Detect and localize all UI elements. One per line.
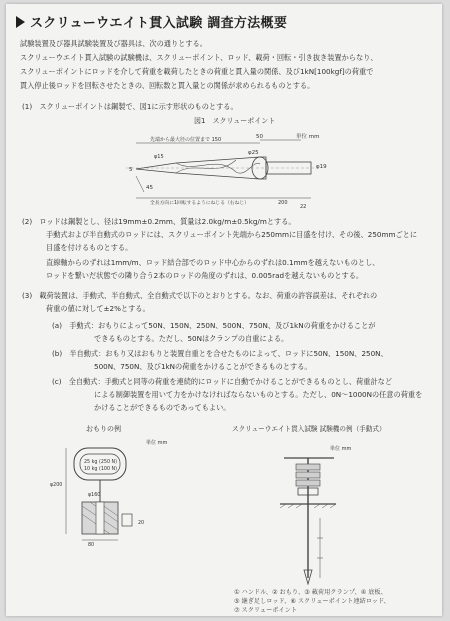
intro-line-3: スクリューポイントにロッドを介して荷重を載荷したときの荷重と貫入量の関係、及び1kN[100kgf]の荷重で bbox=[20, 67, 374, 76]
fig-weight-title: おもりの例 bbox=[86, 425, 121, 433]
fig1-caption: 全長方向に1回転するようにねじる（右ねじ） bbox=[150, 201, 249, 206]
fig1-forty-five: 45 bbox=[146, 185, 153, 191]
intro-line-4: 貫入停止後ロッドを回転させたときの、回転数と貫入量との関係が求められるものとする。 bbox=[20, 81, 315, 90]
subitem-a-line-1: (a) 手動式：おもりによって50N、150N、250N、500N、750N、及び1kNの荷重をかけることが bbox=[52, 321, 376, 330]
intro-line-1: 試験装置及び器具試験装置及び器具は、次の通りとする。 bbox=[20, 39, 207, 48]
apparatus-legend-1: ① ハンドル、② おもり、③ 載荷用クランプ、④ 底板、 bbox=[234, 589, 387, 596]
page-title-text: スクリューウエイト貫入試験 調査方法概要 bbox=[30, 16, 288, 31]
intro-line-2: スクリューウエイト貫入試験の試験機は、スクリューポイント、ロッド、載荷・回転・引き抜き装置からなり、 bbox=[20, 53, 378, 62]
fig-weight-label-10: 10 kg (100 N) bbox=[84, 467, 117, 472]
item-2-line-5: ロッドを繋いだ状態での隣り合う2本のロッドの角度のずれは、0.005radを越えないものとする。 bbox=[46, 271, 364, 280]
fig1-len50: 50 bbox=[256, 134, 263, 140]
item-2-line-4: 直線軸からのずれは1mm/m、ロッド結合部でのロッド中心からのずれは0.1mmを越えないものとし、 bbox=[46, 258, 380, 267]
fig1-len200: 200 bbox=[278, 200, 288, 206]
fig1-title: 図1 スクリューポイント bbox=[194, 117, 276, 125]
item-2-line-3: 目盛を付けるものとする。 bbox=[46, 243, 133, 252]
fig-weight-dim-160: φ160 bbox=[88, 493, 101, 498]
item-1: (1) スクリューポイントは鋼製で、図1に示す形状のものとする。 bbox=[22, 102, 238, 111]
item-3-line-2: 荷重の値に対して±2%とする。 bbox=[46, 304, 150, 313]
triangle-bullet-icon bbox=[16, 16, 25, 28]
fig1-five: 5 bbox=[129, 167, 133, 173]
weight-figure bbox=[36, 436, 186, 566]
subitem-c-line-1: (c) 全自動式：手動式と同等の荷重を連続的にロッドに自動でかけることができるものとし、荷重計など bbox=[52, 377, 393, 386]
page-title bbox=[16, 12, 287, 31]
item-3-line-1: (3) 載荷装置は、手動式、半自動式、全自動式で以下のとおりとする。なお、荷重の許容誤差は、それぞれの bbox=[22, 291, 378, 300]
document-sheet bbox=[6, 4, 442, 616]
fig1-unit: 単位 mm bbox=[296, 134, 320, 140]
apparatus-legend-3: ⑦ スクリューポイント bbox=[234, 607, 298, 614]
screw-point-figure bbox=[116, 114, 356, 208]
fig-apparatus-unit: 単位 mm bbox=[330, 446, 352, 452]
subitem-c-line-3: かけることができるものであってもよい。 bbox=[94, 403, 231, 412]
item-2-line-1: (2) ロッドは鋼製とし、径は19mm±0.2mm、質量は2.0kg/m±0.5kg/mとする。 bbox=[22, 217, 296, 226]
fig-weight-label-25: 25 kg (250 N) bbox=[84, 460, 117, 465]
fig1-phi19: φ19 bbox=[316, 164, 327, 170]
fig1-phi15: φ15 bbox=[154, 154, 164, 160]
fig-weight-dim-20: 20 bbox=[138, 521, 145, 526]
subitem-a-line-2: できるものとする。ただし、50Nはクランプの自重による。 bbox=[94, 334, 289, 343]
subitem-b-line-1: (b) 半自動式：おもり又はおもりと装置自重とを合せたものによって、ロッドに50N、150N、250N、 bbox=[52, 349, 388, 358]
fig-weight-unit: 単位 mm bbox=[146, 440, 168, 446]
apparatus-legend-2: ⑤ 継ぎ足しロッド、⑥ スクリューポイント連結ロッド、 bbox=[234, 598, 390, 605]
fig1-twenty-two: 22 bbox=[300, 204, 307, 208]
fig-apparatus-title: スクリューウエイト貫入試験 試験機の例（手動式） bbox=[232, 425, 386, 433]
fig-weight-dim-80: 80 bbox=[88, 543, 95, 548]
subitem-c-line-2: による制御装置を用いて力をかけなければならないものとする。ただし、0N～1000Nの任意の荷重を bbox=[94, 390, 423, 399]
fig1-phi25: φ25 bbox=[248, 150, 259, 156]
fig1-len150: 先端から最大径の位置まで 150 bbox=[150, 137, 222, 143]
fig-weight-dim-200: φ200 bbox=[50, 483, 63, 488]
apparatus-figure bbox=[274, 438, 424, 588]
subitem-b-line-2: 500N、750N、及び1kNの荷重をかけることができるものとする。 bbox=[94, 362, 312, 371]
item-2-line-2: 手動式および半自動式のロッドには、スクリューポイント先端から250mmに目盛を付け、その後、250mmごとに bbox=[46, 230, 418, 239]
